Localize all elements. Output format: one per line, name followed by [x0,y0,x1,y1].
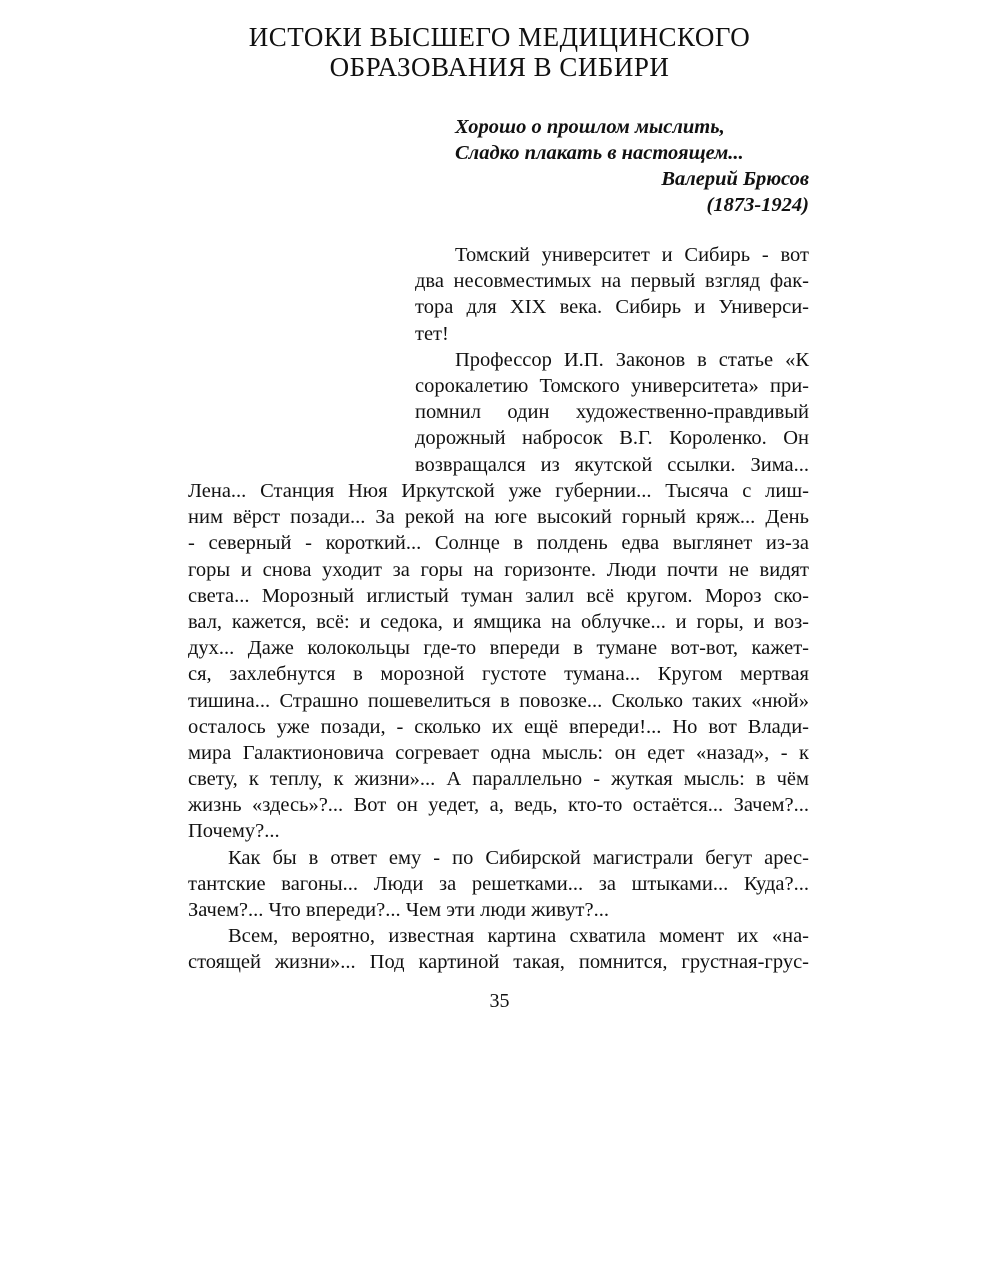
text-line: стоящей жизни»... Под картиной такая, помнится, грустная-грус- [188,951,809,974]
text-line: тишина... Страшно пошевелиться в повозке... Сколько таких «нюй» [188,689,809,712]
text-line: тора для XIX века. Сибирь и Универси- [415,296,809,319]
epigraph-line-1: Хорошо о прошлом мыслить, [455,116,725,138]
text-line: Как бы в ответ ему - по Сибирской магистрали бегут арес- [228,846,809,869]
epigraph [455,114,815,218]
text-line: два несовместимых на первый взгляд фак- [415,270,809,293]
text-line: свету, к теплу, к жизни»... А параллельно - жуткая мысль: в чём [188,768,809,791]
text-line: Лена... Станция Нюя Иркутской уже губернии... Тысяча с лиш- [188,480,809,502]
page-number: 35 [489,990,510,1012]
text-line: дух... Даже колокольцы где-то впереди в тумане вот-вот, кажет- [188,637,809,660]
text-line: осталось уже позади, - сколько их ещё впереди!... Но вот Влади- [188,715,809,738]
chapter-title-line-1: ИСТОКИ ВЫСШЕГО МЕДИЦИНСКОГО [248,22,751,52]
epigraph-line-2: Сладко плакать в настоящем... [455,142,744,164]
text-line: вал, кажется, всё: и седока, и ямщика на облучке... и горы, и воз- [188,610,809,633]
text-line: горы и снова уходит за горы на горизонте. Люди почти не видят [188,558,809,581]
text-line: Томский университет и Сибирь - вот [455,244,809,266]
text-line: сорокалетию Томского университета» при- [415,374,809,397]
text-line: света... Морозный иглистый туман залил всё кругом. Мороз ско- [188,584,809,607]
body-text-narrow-column [415,242,809,478]
text-line: Профессор И.П. Законов в статье «К [455,348,809,371]
text-line: возвращался из якутской ссылки. Зима... [415,453,809,476]
text-line: Почему?... [188,820,280,843]
text-line: помнил один художественно-правдивый [415,401,809,424]
text-line: тет! [415,322,449,345]
text-line: ним вёрст позади... За рекой на юге высокий горный кряж... День [188,506,809,529]
text-line: Всем, вероятно, известная картина схватила момент их «на- [228,925,809,948]
epigraph-years: (1873-1924) [706,194,809,216]
text-line: - северный - короткий... Солнце в полдень едва выглянет из-за [188,532,809,555]
text-line: мира Галактионовича согревает одна мысль: он едет «назад», - к [188,741,809,764]
body-text-full-column [188,478,809,976]
text-line: Зачем?... Что впереди?... Чем эти люди живут?... [188,899,609,921]
text-line: дорожный набросок В.Г. Короленко. Он [415,427,809,450]
text-line: ся, захлебнутся в морозной густоте тумана... Кругом мертвая [188,663,809,686]
text-line: жизнь «здесь»?... Вот он уедет, а, ведь, кто-то остаётся... Зачем?... [188,794,809,817]
chapter-title [0,22,999,82]
epigraph-author: Валерий Брюсов [661,168,809,190]
text-line: тантские вагоны... Люди за решетками... за штыками... Куда?... [188,872,809,895]
chapter-title-line-2: ОБРАЗОВАНИЯ В СИБИРИ [329,52,670,82]
